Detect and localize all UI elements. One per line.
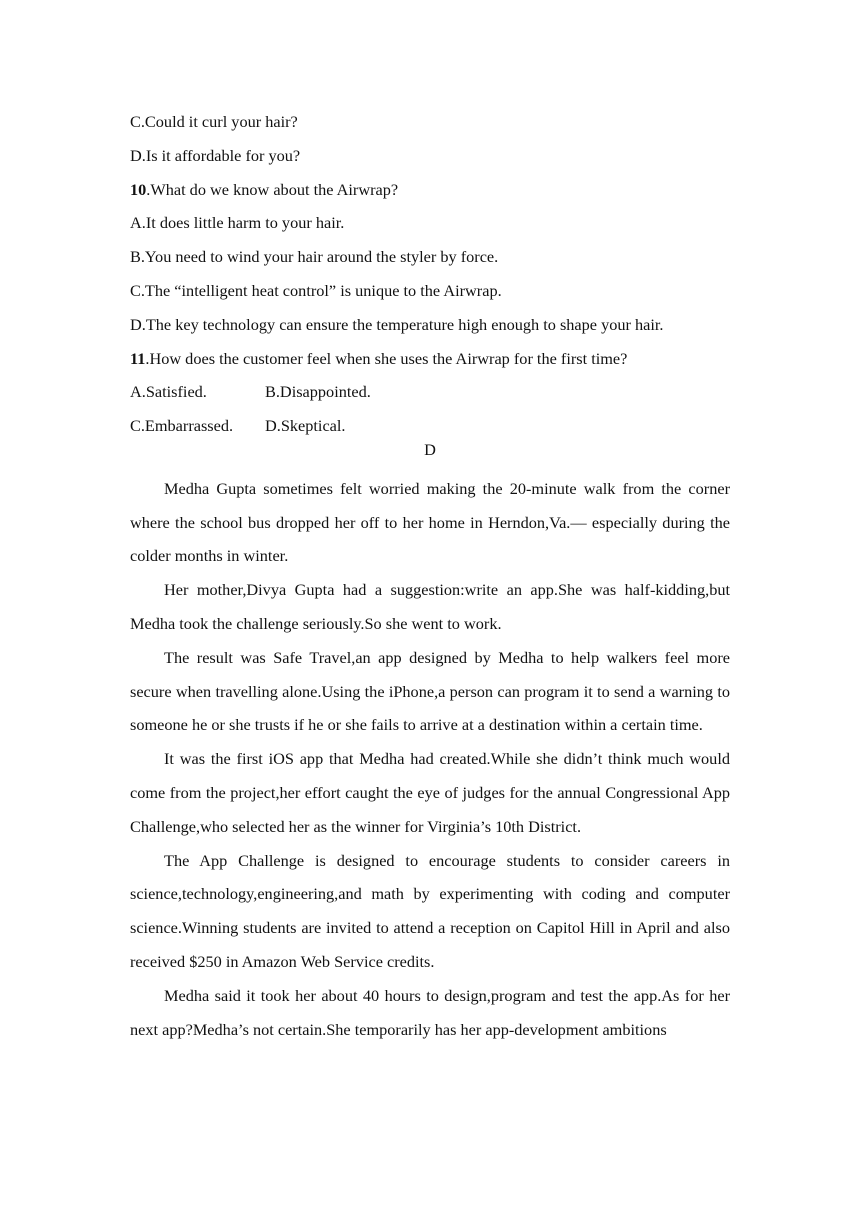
document-page xyxy=(130,109,730,1046)
q11-option-c: C.Embarrassed. xyxy=(130,416,234,436)
q10-text: .What do we know about the Airwrap? xyxy=(146,179,399,199)
passage-paragraph-5: The App Challenge is designed to encourage students to consider careers in science,technology,engineering,and math by experimenting with coding and computer science.Winning students are invited to attend a reception on Capitol Hill in April and also received $250 in Amazon Web Service credits. xyxy=(130,850,730,971)
passage xyxy=(130,472,730,1047)
q11-option-d: D.Skeptical. xyxy=(265,416,346,436)
passage-paragraph-3: The result was Safe Travel,an app designed by Medha to help walkers feel more secure when travelling alone.Using the iPhone,a person can program it to send a warning to someone he or she trusts if he or she fails to arrive at a destination within a certain time. xyxy=(130,647,730,735)
q9-option-d: D.Is it affordable for you? xyxy=(130,145,301,165)
q10-number: 10 xyxy=(130,179,147,199)
q11-option-a: A.Satisfied. xyxy=(130,382,207,402)
q11-options-row-1 xyxy=(130,379,730,413)
q11-number: 11 xyxy=(130,348,146,368)
passage-paragraph-2: Her mother,Divya Gupta had a suggestion:write an app.She was half-kidding,but Medha took the challenge seriously.So she went to work. xyxy=(130,580,730,633)
q10-option-c: C.The “intelligent heat control” is unique to the Airwrap. xyxy=(130,280,502,300)
q10-stem xyxy=(130,177,730,211)
q9-option-c: C.Could it curl your hair? xyxy=(130,112,298,131)
q11-text: .How does the customer feel when she uses the Airwrap for the first time? xyxy=(145,348,628,368)
q11-option-b: B.Disappointed. xyxy=(265,382,371,402)
q10-option-a: A.It does little harm to your hair. xyxy=(130,213,345,233)
passage-paragraph-4: It was the first iOS app that Medha had created.While she didn’t think much would come from the project,her effort caught the eye of judges for the annual Congressional App Challenge,who selected her as the winner for Virginia’s 10th District. xyxy=(130,749,730,836)
section-title: D xyxy=(424,439,436,459)
passage-paragraph-6: Medha said it took her about 40 hours to design,program and test the app.As for her next app?Medha’s not certain.She temporarily has her app-development ambitions xyxy=(130,985,730,1039)
q10-option-b: B.You need to wind your hair around the styler by force. xyxy=(130,247,499,267)
q11-stem xyxy=(130,346,730,380)
q10-option-d: D.The key technology can ensure the temperature high enough to shape your hair. xyxy=(130,314,664,334)
passage-paragraph-1: Medha Gupta sometimes felt worried making the 20-minute walk from the corner where the school bus dropped her off to her home in Herndon,Va.— especially during the colder months in winter. xyxy=(130,478,730,566)
